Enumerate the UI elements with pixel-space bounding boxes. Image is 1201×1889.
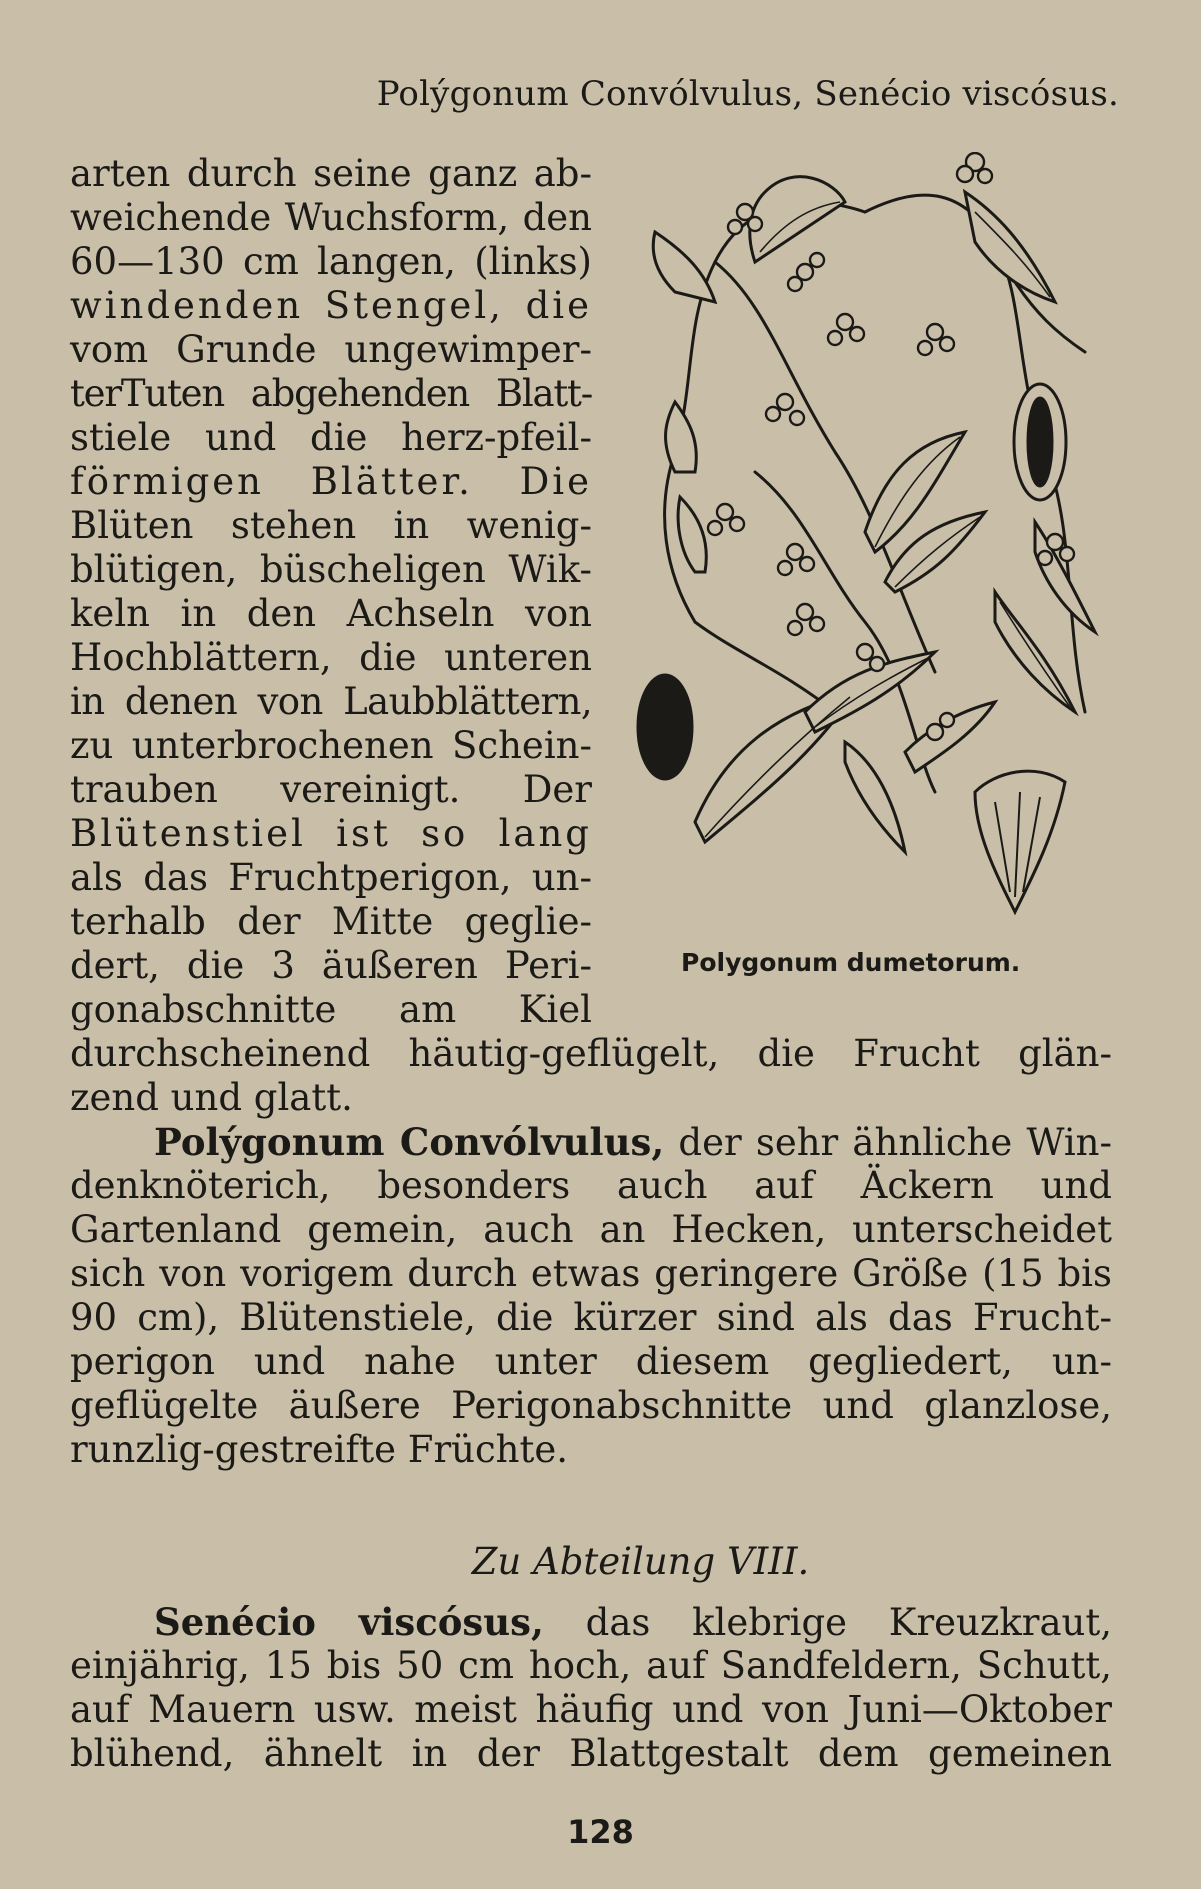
text-line: terTuten abgehenden Blatt- [70,372,592,415]
text-line: blühend, ähnelt in der Blattgestalt dem gemeinen [70,1732,1112,1775]
text-line: geflügelte äußere Perigonabschnitte und glanzlose, [70,1384,1112,1427]
text-line: trauben vereinigt. Der [70,768,592,811]
text-line: sich von vorigem durch etwas geringere Größe (15 bis [70,1252,1112,1295]
figure-caption: Polygonum dumetorum. [681,948,1021,977]
species-name: Senécio viscósus, [154,1600,544,1644]
section-heading: Zu Abteilung VIII. [471,1540,810,1583]
text-line: durchscheinend häutig-geflügelt, die Frucht glän- [70,1032,1112,1075]
text-line: vom Grunde ungewimper- [70,328,592,371]
text-line: 60—130 cm langen, (links) [70,240,592,283]
text-line: runzlig-gestreifte Früchte. [70,1428,569,1471]
text-line: förmigen Blätter. Die [70,460,592,503]
text-line: als das Fruchtperigon, un- [70,856,592,899]
text-span: der sehr ähnliche Win- [664,1121,1112,1164]
polygonum-drawing [635,152,1125,930]
text-line: Hochblättern, die unteren [70,636,592,679]
text-line [70,1120,1112,1164]
text-line: stiele und die herz-pfeil- [70,416,592,459]
text-line: weichende Wuchsform, den [70,196,592,239]
text-line: blütigen, büscheligen Wik- [70,548,592,591]
text-line: zu unterbrochenen Schein- [70,724,592,767]
text-line: windenden Stengel, die [70,284,592,327]
text-line: keln in den Achseln von [70,592,592,635]
text-line: denknöterich, besonders auch auf Äckern und [70,1164,1112,1207]
text-line: zend und glatt. [70,1076,353,1119]
text-line: Blütenstiel ist so lang [70,812,592,855]
text-line: arten durch seine ganz ab- [70,152,592,195]
text-line: in denen von Laubblättern, [70,680,592,723]
text-line: gonabschnitte am Kiel [70,988,592,1031]
text-line: einjährig, 15 bis 50 cm hoch, auf Sandfeldern, Schutt, [70,1644,1112,1687]
page-number: 128 [567,1813,634,1851]
text-line: Blüten stehen in wenig- [70,504,592,547]
text-span: das klebrige Kreuzkraut, [543,1601,1112,1644]
botanical-illustration [635,152,1125,930]
text-line [70,1600,1112,1644]
text-line: auf Mauern usw. meist häufig und von Juni—Oktober [70,1688,1112,1731]
species-name: Polýgonum Convólvulus, [154,1120,665,1164]
text-line: Gartenland gemein, auch an Hecken, unterscheidet [70,1208,1112,1251]
text-line: dert, die 3 äußeren Peri- [70,944,592,987]
text-line: 90 cm), Blütenstiele, die kürzer sind als das Frucht- [70,1296,1112,1339]
running-title: Polýgonum Convólvulus, Senécio viscósus. [376,74,1119,114]
text-line: terhalb der Mitte geglie- [70,900,592,943]
text-line: perigon und nahe unter diesem gegliedert, un- [70,1340,1112,1383]
